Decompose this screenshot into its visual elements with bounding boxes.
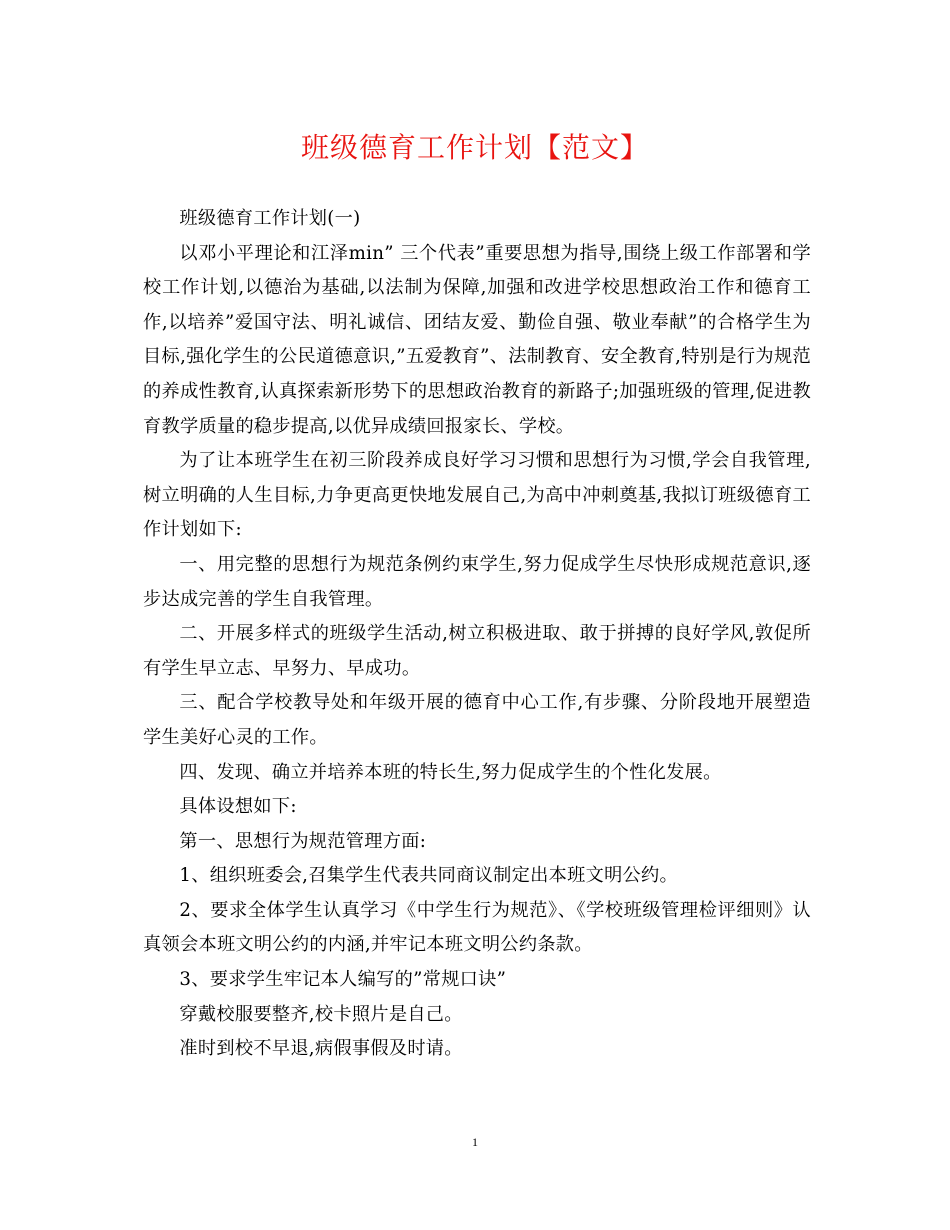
document-body (143, 202, 811, 1067)
subtitle-paragraph: 班级德育工作计划(一) (179, 208, 361, 229)
guiding-ideology-paragraph: 以邓小平理论和江泽min” 三个代表”重要思想为指导,围绕上级工作部署和学校工作计划,以德治为基础,以法制为保障,加强和改进学校思想政治工作和德育工作,以培养”爱国守法、明礼诚信、团结友爱、勤俭自强、敬业奉献”的合格学生为目标,强化学生的公民道德意识,”五爱教育”、法制教育、安全教育,特别是行为规范的养成性教育,认真探索新形势下的思想政治教育的新路子;加强班级的管理,促进教育教学质量的稳步提高,以优异成绩回报家长、学校。 (143, 242, 811, 437)
specific-ideas-heading: 具体设想如下: (179, 796, 297, 818)
plan-item-2: 二、开展多样式的班级学生活动,树立积极进取、敢于拼搏的良好学风,敦促所有学生早立志、早努力、早成功。 (143, 623, 811, 679)
conduct-item-3: 3、要求学生牢记本人编写的”常规口诀” (179, 969, 507, 991)
plan-item-4: 四、发现、确立并培养本班的特长生,努力促成学生的个性化发展。 (179, 761, 722, 783)
conduct-item-2: 2、要求全体学生认真学习《中学生行为规范》、《学校班级管理检评细则》认真领会本班文明公约的内涵,并牢记本班文明公约条款。 (143, 899, 811, 956)
section-heading-conduct: 第一、思想行为规范管理方面: (179, 830, 427, 852)
page-number: 1 (472, 1135, 478, 1149)
plan-item-1: 一、用完整的思想行为规范条例约束学生,努力促成学生尽快形成规范意识,逐步达成完善的学生自我管理。 (143, 553, 811, 610)
plan-intro-paragraph: 为了让本班学生在初三阶段养成良好学习习惯和思想行为习惯,学会自我管理,树立明确的人生目标,力争更高更快地发展自己,为高中冲刺奠基,我拟订班级德育工作计划如下: (143, 450, 811, 541)
rhyme-line-2: 准时到校不早退,病假事假及时请。 (179, 1038, 463, 1060)
plan-item-3: 三、配合学校教导处和年级开展的德育中心工作,有步骤、分阶段地开展塑造学生美好心灵的工作。 (143, 692, 811, 748)
conduct-item-1: 1、组织班委会,召集学生代表共同商议制定出本班文明公约。 (179, 865, 679, 887)
rhyme-line-1: 穿戴校服要整齐,校卡照片是自己。 (179, 1003, 463, 1025)
document-title: 班级德育工作计划【范文】 (300, 131, 649, 164)
